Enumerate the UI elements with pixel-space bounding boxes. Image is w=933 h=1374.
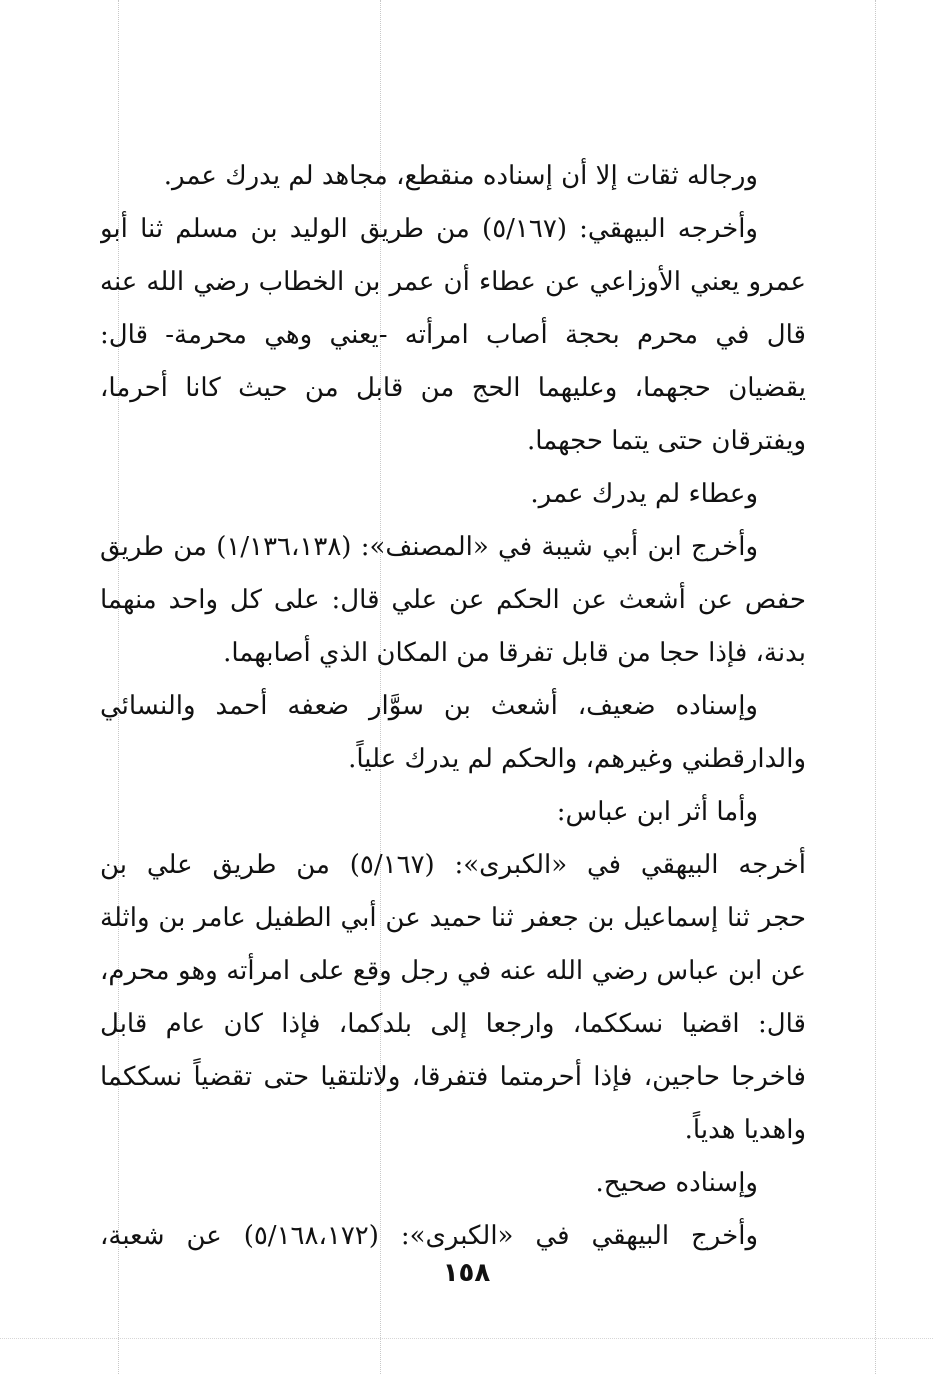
text-line: حفص عن أشعث عن الحكم عن علي قال: على كل واحد منهما	[100, 585, 806, 615]
text-line: وأخرج البيهقي في «الكبرى»: (٥/١٦٨،١٧٢) عن شعبة،	[100, 1221, 759, 1251]
text-line: حجر ثنا إسماعيل بن جعفر ثنا حميد عن أبي الطفيل عامر بن واثلة	[100, 903, 806, 933]
text-line: عمرو يعني الأوزاعي عن عطاء أن عمر بن الخطاب رضي الله عنه	[100, 267, 806, 297]
scan-guide-line	[875, 0, 876, 1374]
text-line: بدنة، فإذا حجا من قابل تفرقا من المكان الذي أصابهما.	[223, 638, 806, 668]
text-line: وأخرجه البيهقي: (٥/١٦٧) من طريق الوليد بن مسلم ثنا أبو	[100, 214, 758, 244]
page-body-text	[100, 150, 806, 1263]
text-line: أخرجه البيهقي في «الكبرى»: (٥/١٦٧) من طريق علي بن	[100, 850, 806, 880]
text-line: عن ابن عباس رضي الله عنه في رجل وقع على امرأته وهو محرم،	[100, 956, 806, 986]
text-line: قال: اقضيا نسككما، وارجعا إلى بلدكما، فإذا كان عام قابل	[100, 1009, 806, 1039]
text-line: وأخرج ابن أبي شيبة في «المصنف»: (١/١٣٦،١٣٨) من طريق	[100, 532, 758, 562]
page-number: ١٥٨	[442, 1258, 491, 1288]
text-line: وإسناده صحيح.	[595, 1168, 758, 1198]
text-line: واهديا هدياً.	[684, 1115, 806, 1145]
text-line: قال في محرم بحجة أصاب امرأته -يعني وهي محرمة- قال:	[100, 320, 806, 350]
text-line: وأما أثر ابن عباس:	[556, 797, 758, 827]
text-line: والدارقطني وغيرهم، والحكم لم يدرك علياً.	[348, 744, 806, 774]
text-line: فاخرجا حاجين، فإذا أحرمتما فتفرقا، ولاتلتقيا حتى تقضياً نسككما	[100, 1062, 806, 1092]
text-line: وعطاء لم يدرك عمر.	[530, 479, 758, 509]
text-line: وإسناده ضعيف، أشعث بن سوَّار ضعفه أحمد والنسائي	[100, 691, 758, 721]
text-line: يقضيان حجهما، وعليهما الحج من قابل من حيث كانا أحرما،	[100, 373, 806, 403]
scan-guide-line	[0, 1338, 933, 1339]
text-line: ويفترقان حتى يتما حجهما.	[526, 426, 806, 456]
text-line: ورجاله ثقات إلا أن إسناده منقطع، مجاهد لم يدرك عمر.	[163, 161, 758, 191]
